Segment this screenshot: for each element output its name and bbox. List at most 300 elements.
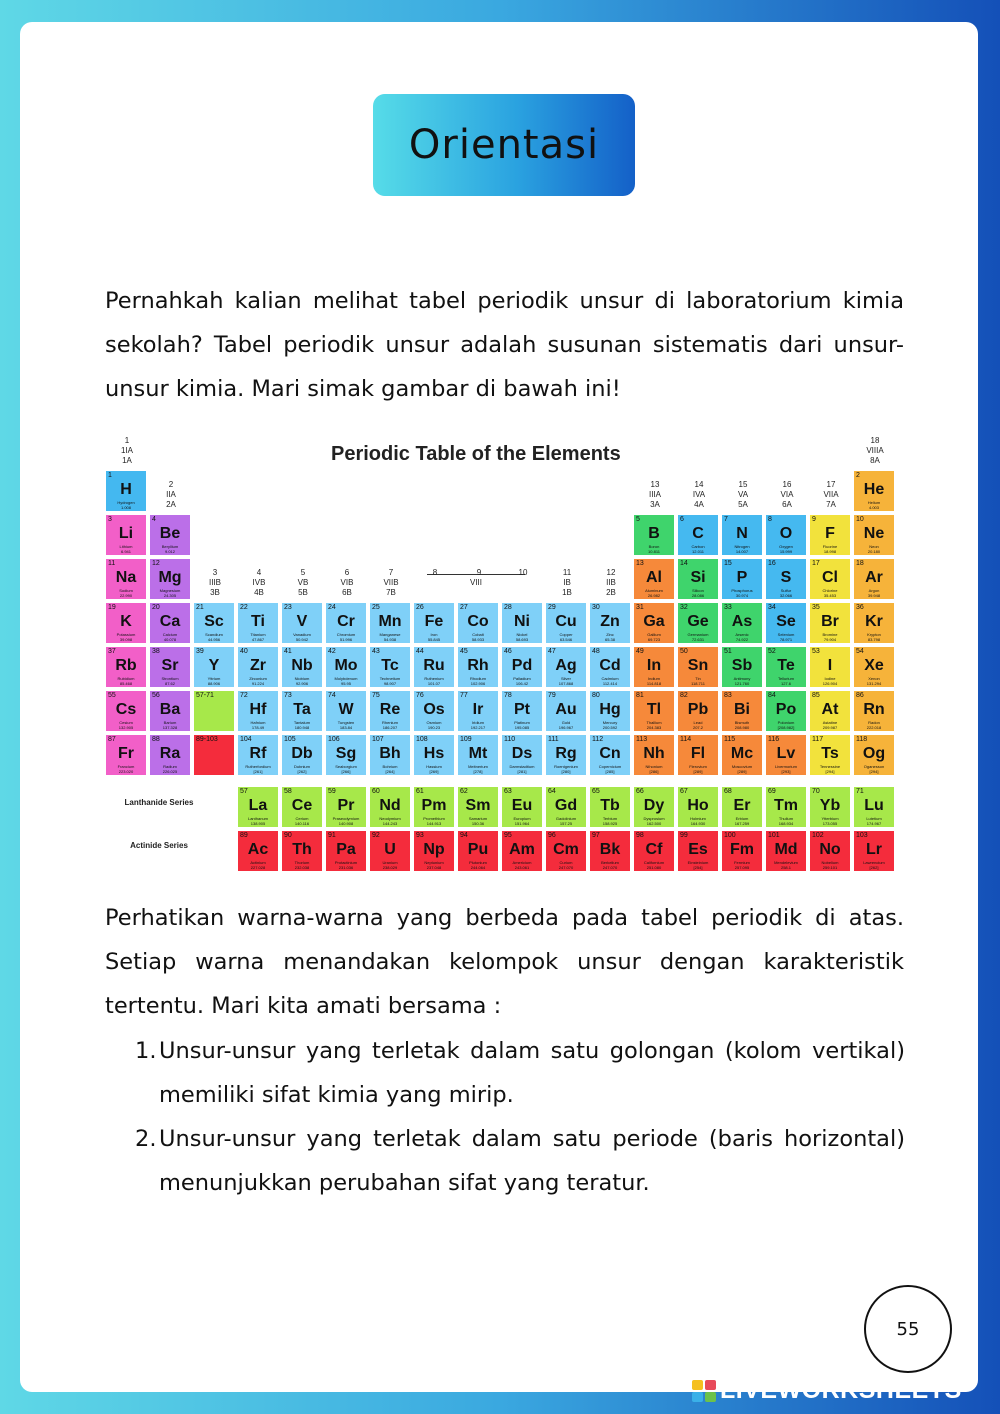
element-name: Fluorine [822,544,838,549]
element-symbol: Cd [599,657,621,674]
element-mass: 144.913 [426,821,442,826]
element-number: 67 [680,788,688,795]
element-mass: 186.207 [382,725,398,730]
element-number: 103 [856,832,868,839]
element-symbol: Cm [553,841,579,858]
group-label: 4 IVB 4B [252,568,266,597]
element-mass: 85.468 [119,681,133,686]
element-symbol: Br [821,613,839,630]
element-name: Nihonium [645,764,663,769]
element-number: 47 [548,648,556,655]
element-number: 57 [240,788,248,795]
element-symbol: No [819,841,841,858]
element-name: Moscovium [731,764,753,769]
element-name: Roentgenium [554,764,578,769]
element-mass: 167.259 [734,821,750,826]
element-symbol: P [736,569,748,586]
element-name: Calcium [162,632,178,637]
element-cell [413,690,455,732]
element-symbol: Rn [863,701,885,718]
element-name: Yttrium [207,676,221,681]
element-name: Arsenic [735,632,749,637]
element-cell [633,602,675,644]
element-number: 3 [108,516,112,523]
element-cell [721,830,763,872]
element-mass: 65.38 [604,637,615,642]
element-cell [413,734,455,776]
element-name: Dysprosium [643,816,665,821]
list-item [135,1029,905,1117]
element-symbol: Kr [865,613,883,630]
periodic-table-image [105,436,897,876]
element-symbol: Ge [687,613,709,630]
element-cell [677,558,719,600]
element-symbol: Re [379,701,401,718]
element-mass: 51.996 [339,637,353,642]
element-symbol: Ca [159,613,181,630]
element-symbol: Ag [555,657,577,674]
element-name: Iron [430,632,438,637]
element-mass: 151.964 [514,821,530,826]
element-mass: 39.098 [119,637,133,642]
element-symbol: In [646,657,662,674]
element-symbol: Lu [864,797,884,814]
element-name: Holmium [690,816,706,821]
element-name: Barium [163,720,177,725]
element-name: Neodymium [379,816,401,821]
element-cell [193,690,235,732]
element-name: Strontium [161,676,179,681]
element-mass: 168.934 [778,821,794,826]
element-name: Sulfur [780,588,792,593]
group-label: 6 VIB 6B [340,568,354,597]
element-number: 90 [284,832,292,839]
element-name: Francium [117,764,135,769]
title-banner [373,94,635,196]
element-name: Americium [512,860,532,865]
element-symbol: Bi [734,701,750,718]
element-mass: 127.6 [780,681,791,686]
element-name: Promethium [423,816,445,821]
element-name: Technetium [379,676,401,681]
element-number: 32 [680,604,688,611]
element-name: Cobalt [472,632,484,637]
watermark-text: LIVEWORKSHEETS [720,1376,962,1404]
element-number: 110 [504,736,516,743]
element-cell [457,690,499,732]
element-name: Xenon [868,676,880,681]
element-mass: [286] [649,769,659,774]
group-label: 3 IIIB 3B [208,568,221,597]
element-name: Helium [867,500,881,505]
element-number: 71 [856,788,864,795]
element-name: Palladium [513,676,531,681]
element-mass: [266] [341,769,351,774]
element-symbol: Pu [467,841,489,858]
element-number: 68 [724,788,732,795]
element-mass: 101.07 [427,681,441,686]
element-name: Lawrencium [863,860,885,865]
element-mass: 91.224 [251,681,265,686]
element-symbol: Mn [378,613,402,630]
element-symbol: Mo [334,657,358,674]
element-number: 56 [152,692,160,699]
group-label: 18 VIIIA 8A [866,436,884,465]
element-number: 88 [152,736,160,743]
element-number: 44 [416,648,424,655]
intro-paragraph [105,279,904,411]
element-number: 37 [108,648,116,655]
element-cell [589,690,631,732]
element-name: Einsteinium [687,860,709,865]
element-name: Tungsten [337,720,355,725]
element-mass: 164.930 [690,821,706,826]
element-mass: [254] [693,865,703,870]
element-name: Nickel [516,632,528,637]
observation-list [135,1029,905,1205]
element-symbol: Rb [115,657,137,674]
element-symbol: Th [292,841,312,858]
element-symbol: C [692,525,704,542]
element-cell [633,786,675,828]
element-symbol: Dy [643,797,665,814]
element-cell [281,786,323,828]
element-number: 106 [328,736,340,743]
element-symbol: Cf [645,841,663,858]
element-name: Lanthanum [247,816,268,821]
element-number: 115 [724,736,736,743]
element-symbol: H [120,481,132,498]
element-cell [721,786,763,828]
element-number: 77 [460,692,468,699]
element-mass: 178.49 [251,725,265,730]
element-mass: [269] [429,769,439,774]
element-cell [545,786,587,828]
element-number: 1 [108,472,112,479]
element-mass: 192.217 [470,725,486,730]
element-cell [237,786,279,828]
element-mass: 4.003 [868,505,879,510]
element-mass: 231.036 [338,865,354,870]
element-mass: 247.070 [558,865,574,870]
element-symbol: Zn [600,613,620,630]
element-symbol: Pt [514,701,530,718]
element-name: Bismuth [734,720,750,725]
element-name: Rutherfordium [245,764,271,769]
element-name: Darmstadtium [509,764,535,769]
element-number: 108 [416,736,428,743]
periodic-table-title: Periodic Table of the Elements [331,443,621,465]
element-number: 97 [592,832,600,839]
element-symbol: Hf [249,701,267,718]
element-name: Chromium [336,632,356,637]
element-name: Rubidium [117,676,135,681]
element-name: Berkelium [601,860,619,865]
element-symbol: Po [775,701,797,718]
element-symbol: Al [646,569,662,586]
element-symbol: Hg [599,701,621,718]
element-symbol: Sn [687,657,709,674]
element-cell [721,734,763,776]
element-cell [633,514,675,556]
element-number: 66 [636,788,644,795]
element-symbol: Rg [555,745,577,762]
element-number: 46 [504,648,512,655]
element-cell [589,786,631,828]
element-symbol: V [296,613,308,630]
element-name: Vanadium [293,632,311,637]
element-number: 4 [152,516,156,523]
element-name: Beryllium [161,544,179,549]
element-number: 43 [372,648,380,655]
element-symbol: Ce [291,797,313,814]
element-symbol: Ac [247,841,269,858]
element-mass: 32.066 [779,593,793,598]
element-number: 11 [108,560,116,567]
element-mass: 58.933 [471,637,485,642]
element-symbol: Os [423,701,445,718]
element-name: Mendelevium [774,860,798,865]
element-mass: [208.982] [777,725,795,730]
group-label: 15 VA 5A [737,480,749,509]
element-number: 109 [460,736,472,743]
element-name: Copper [559,632,573,637]
element-symbol: Rf [249,745,267,762]
element-symbol: Ta [293,701,311,718]
element-number: 41 [284,648,292,655]
element-number: 16 [768,560,776,567]
element-symbol: Cu [555,613,577,630]
actinide-label: Actinide Series [130,841,188,850]
group-label: 9 [476,568,482,577]
element-number: 69 [768,788,776,795]
element-name: Lead [693,720,703,725]
element-number: 8 [768,516,772,523]
element-number: 80 [592,692,600,699]
element-number: 52 [768,648,776,655]
list-item [135,1117,905,1205]
element-name: Tantalum [293,720,311,725]
page-number: 55 [864,1285,952,1373]
element-mass: 22.990 [119,593,133,598]
element-symbol: Ne [863,525,885,542]
group-label: 2 IIA 2A [166,480,176,509]
element-number: 2 [856,472,860,479]
element-cell [765,602,807,644]
element-cell [677,830,719,872]
element-symbol: Tl [646,701,662,718]
element-name: Gallium [647,632,661,637]
element-mass: 72.631 [691,637,705,642]
element-name: Scandium [205,632,223,637]
element-cell [765,514,807,556]
element-cell [677,690,719,732]
list-number: 2. [135,1126,157,1152]
element-number: 13 [636,560,644,567]
element-name: Indium [647,676,660,681]
element-cell [237,690,279,732]
element-name: Thorium [294,860,310,865]
element-name: Nitrogen [734,544,750,549]
element-cell [369,786,411,828]
element-number: 9 [812,516,816,523]
element-symbol: Fe [424,613,444,630]
element-cell [501,734,543,776]
element-mass: 44.956 [207,637,221,642]
element-number: 57-71 [196,692,214,699]
element-number: 89-103 [196,736,218,743]
element-number: 33 [724,604,732,611]
element-mass: 26.982 [647,593,661,598]
element-name: Thulium [778,816,794,821]
element-mass: [289] [693,769,703,774]
element-cell [325,734,367,776]
element-mass: 173.055 [822,821,838,826]
element-symbol: K [120,613,132,630]
element-number: 28 [504,604,512,611]
element-mass: 232.038 [294,865,310,870]
element-number: 73 [284,692,292,699]
element-cell [193,646,235,688]
element-symbol: Lv [776,745,796,762]
element-name: Tennessine [819,764,841,769]
element-cell [589,830,631,872]
element-number: 84 [768,692,776,699]
element-mass: 1.008 [120,505,131,510]
element-symbol: Na [115,569,137,586]
element-cell [501,646,543,688]
element-cell [589,646,631,688]
element-name: Phosphorus [731,588,753,593]
element-mass: 195.085 [514,725,530,730]
element-mass: 69.723 [647,637,661,642]
element-name: Mercury [602,720,618,725]
element-cell [369,602,411,644]
element-cell [633,646,675,688]
group-label: 17 VIIA 7A [823,480,839,509]
element-name: Niobium [294,676,310,681]
element-cell [457,602,499,644]
element-mass: 54.938 [383,637,397,642]
element-name: Bohrium [382,764,398,769]
element-cell [545,602,587,644]
element-mass: [293] [781,769,791,774]
element-cell [809,786,851,828]
group-label: 16 VIA 6A [780,480,794,509]
element-symbol: Sc [204,613,224,630]
element-name: Nobelium [821,860,839,865]
element-cell [149,558,191,600]
element-cell [809,734,851,776]
element-symbol: Cn [599,745,621,762]
element-number: 118 [856,736,868,743]
element-mass: [285] [605,769,615,774]
group-label: 11 IB 1B [562,568,572,597]
element-number: 51 [724,648,732,655]
element-mass: 227.028 [250,865,266,870]
element-mass: [262] [297,769,307,774]
element-cell [281,830,323,872]
element-cell [105,558,147,600]
list-number: 1. [135,1038,157,1064]
element-symbol: He [863,481,885,498]
element-symbol: Er [733,797,751,814]
element-name: Cadmium [601,676,619,681]
element-number: 98 [636,832,644,839]
element-number: 29 [548,604,556,611]
element-symbol: Sb [731,657,753,674]
element-name: Dubnium [293,764,310,769]
element-name: Praseodymium [332,816,360,821]
element-number: 48 [592,648,600,655]
element-cell [545,646,587,688]
element-number: 61 [416,788,424,795]
element-cell [501,602,543,644]
element-name: Rhenium [381,720,398,725]
element-name: Titanium [250,632,266,637]
element-cell [853,470,895,512]
element-mass: 244.064 [470,865,486,870]
element-cell [369,690,411,732]
element-cell [765,690,807,732]
after-table-text: Perhatikan warna-warna yang berbeda pada tabel periodik di atas. Setiap warna menandakan kelompok unsur dengan karakteristik tertentu. Mari kita amati bersama : [105,905,904,1019]
element-cell [853,830,895,872]
element-symbol: Ra [159,745,181,762]
element-name: Manganese [379,632,401,637]
element-cell [281,602,323,644]
group-label: 14 IVA 4A [692,480,706,509]
element-number: 83 [724,692,732,699]
element-symbol: Cl [822,569,838,586]
list-text: Unsur-unsur yang terletak dalam satu golongan (kolom vertikal) memiliki sifat kimia yang mirip. [159,1038,905,1108]
element-number: 7 [724,516,728,523]
element-number: 99 [680,832,688,839]
element-symbol: Tm [774,797,798,814]
element-cell [853,734,895,776]
element-mass: 6.941 [120,549,131,554]
element-mass: 257.095 [734,865,750,870]
element-name: Curium [559,860,573,865]
element-name: Magnesium [159,588,181,593]
element-cell [721,690,763,732]
element-mass: 63.546 [559,637,573,642]
element-name: Radium [163,764,177,769]
element-mass: 78.971 [779,637,793,642]
element-symbol: Pb [687,701,709,718]
element-cell [105,646,147,688]
element-number: 12 [152,560,160,567]
element-cell [149,602,191,644]
element-number: 5 [636,516,640,523]
element-mass: 87.62 [164,681,175,686]
element-cell [281,734,323,776]
element-symbol: Tb [600,797,620,814]
element-mass: 144.243 [382,821,398,826]
element-name: Cerium [295,816,309,821]
element-name: Hassium [426,764,442,769]
element-cell [809,830,851,872]
element-symbol: La [248,797,268,814]
element-cell [149,734,191,776]
element-cell [809,558,851,600]
element-cell [589,734,631,776]
element-symbol: Co [467,613,489,630]
after-table-paragraph [105,896,904,1028]
element-cell [853,558,895,600]
element-name: Californium [643,860,665,865]
element-symbol: Sr [161,657,179,674]
element-name: Oxygen [779,544,793,549]
